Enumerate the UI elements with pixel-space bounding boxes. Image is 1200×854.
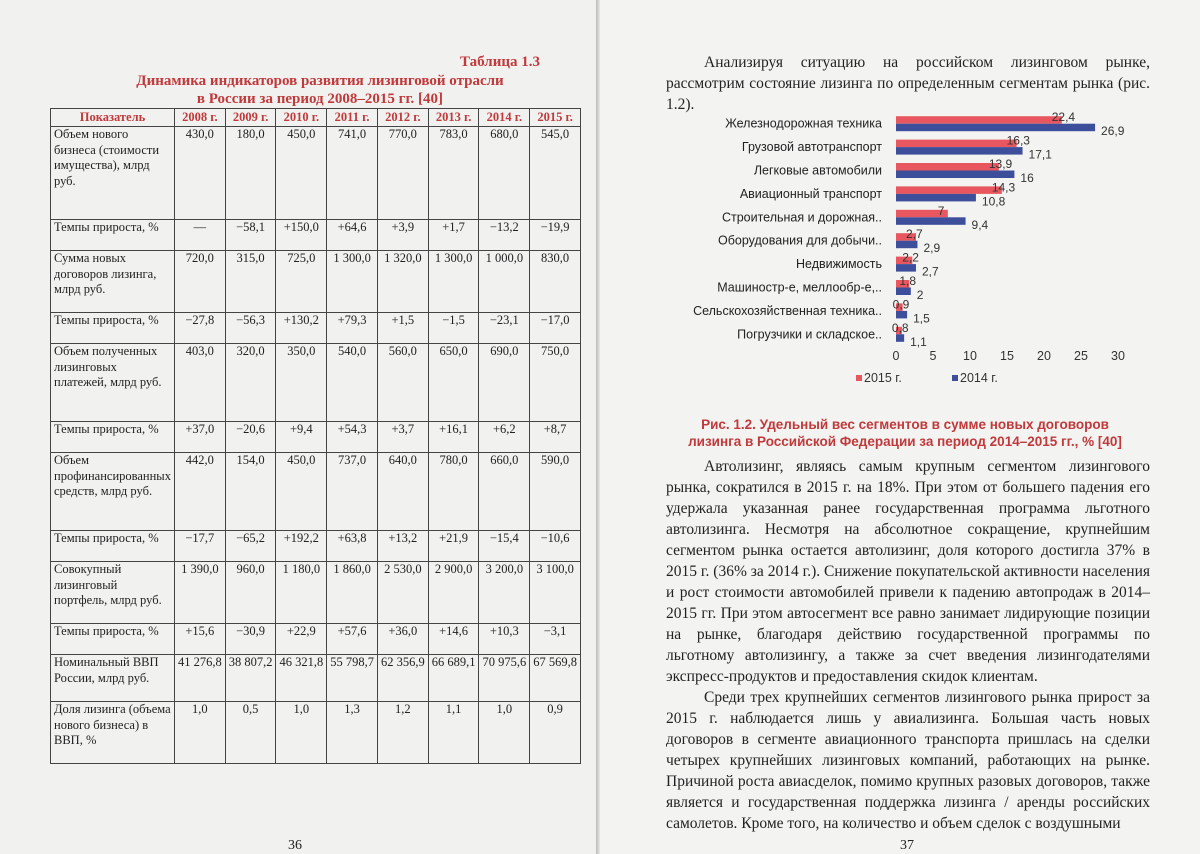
table-cell: +3,9 xyxy=(377,220,428,251)
table-cell: +3,7 xyxy=(377,422,428,453)
data-label: 2 xyxy=(916,288,924,302)
row-label: Объем нового бизнеса (стоимости имущества), млрд руб. xyxy=(51,127,175,220)
table-cell: 1,0 xyxy=(174,702,225,764)
table-cell: 725,0 xyxy=(276,251,327,313)
table-cell: +192,2 xyxy=(276,531,327,562)
column-header-year: 2009 г. xyxy=(225,109,276,127)
bar xyxy=(896,288,911,296)
table-cell: 1,0 xyxy=(479,702,530,764)
table-cell: 70 975,6 xyxy=(479,655,530,702)
table-cell: −13,2 xyxy=(479,220,530,251)
table-cell: 442,0 xyxy=(174,453,225,531)
table-row xyxy=(51,344,581,422)
bar xyxy=(896,147,1023,155)
table-cell: 1,3 xyxy=(327,702,378,764)
table-cell: +15,6 xyxy=(174,624,225,655)
bar xyxy=(896,311,907,319)
table-cell: 545,0 xyxy=(530,127,581,220)
legend-swatch xyxy=(952,375,958,381)
x-tick-label: 20 xyxy=(1037,349,1051,363)
table-cell: +150,0 xyxy=(276,220,327,251)
table-cell: 430,0 xyxy=(174,127,225,220)
table-cell: 1,0 xyxy=(276,702,327,764)
figure-caption-line1: Рис. 1.2. Удельный вес сегментов в сумме новых договоров xyxy=(701,417,1109,432)
category-label: Грузовой автотранспорт xyxy=(741,140,882,155)
table-body xyxy=(51,127,581,764)
table-row xyxy=(51,313,581,344)
bar xyxy=(896,217,966,225)
row-label: Темпы прироста, % xyxy=(51,313,175,344)
figure-caption-line2: лизинга в Российской Федерации за период 2014–2015 гг., % [40] xyxy=(688,434,1122,449)
category-label: Погрузчики и складское.. xyxy=(737,327,882,342)
data-label: 0,9 xyxy=(892,297,910,312)
table-cell: 66 689,1 xyxy=(428,655,479,702)
table-cell: 770,0 xyxy=(377,127,428,220)
bar xyxy=(896,264,916,272)
table-cell: +22,9 xyxy=(276,624,327,655)
column-header-year: 2010 г. xyxy=(276,109,327,127)
table-cell: 540,0 xyxy=(327,344,378,422)
table-cell: +1,7 xyxy=(428,220,479,251)
table-cell: +130,2 xyxy=(276,313,327,344)
table-cell: +21,9 xyxy=(428,531,479,562)
indicators-table xyxy=(50,108,581,764)
table-cell: +37,0 xyxy=(174,422,225,453)
column-header-indicator: Показатель xyxy=(51,109,175,127)
table-cell: +57,6 xyxy=(327,624,378,655)
row-label: Сумма новых договоров лизинга, млрд руб. xyxy=(51,251,175,313)
bar xyxy=(896,140,1017,148)
table-row xyxy=(51,127,581,220)
data-label: 22,4 xyxy=(1051,110,1076,125)
data-label: 14,3 xyxy=(991,180,1016,195)
data-label: 2,7 xyxy=(905,227,923,242)
table-row xyxy=(51,562,581,624)
table-row xyxy=(51,422,581,453)
table-cell: 750,0 xyxy=(530,344,581,422)
table-cell: −65,2 xyxy=(225,531,276,562)
table-cell: 783,0 xyxy=(428,127,479,220)
category-label: Строительная и дорожная.. xyxy=(721,210,882,225)
data-label: 1,8 xyxy=(899,274,917,288)
table-cell: 154,0 xyxy=(225,453,276,531)
x-tick-label: 15 xyxy=(1000,349,1014,363)
table-header-row xyxy=(51,109,581,127)
data-label: 16 xyxy=(1020,171,1034,185)
data-label: 2,2 xyxy=(902,250,919,265)
data-label: 13,9 xyxy=(988,157,1013,171)
row-label: Совокупный лизинговый портфель, млрд руб. xyxy=(51,562,175,624)
category-label: Машиностр-е, меллообр-е,.. xyxy=(717,280,882,295)
bar xyxy=(896,163,999,171)
x-tick-label: 5 xyxy=(929,349,937,363)
column-header-year: 2012 г. xyxy=(377,109,428,127)
category-label: Сельскохозяйственная техника.. xyxy=(693,303,882,318)
table-cell: 450,0 xyxy=(276,453,327,531)
table-cell: 1 300,0 xyxy=(327,251,378,313)
table-title-line2: в России за период 2008–2015 гг. [40] xyxy=(196,91,444,107)
table-cell: −30,9 xyxy=(225,624,276,655)
data-label: 2,9 xyxy=(923,241,941,256)
table-cell: 737,0 xyxy=(327,453,378,531)
table-cell: 1 180,0 xyxy=(276,562,327,624)
column-header-year: 2015 г. xyxy=(530,109,581,127)
table-cell: −20,6 xyxy=(225,422,276,453)
table-cell: 67 569,8 xyxy=(530,655,581,702)
table-cell: +1,5 xyxy=(377,313,428,344)
data-label: 9,4 xyxy=(971,217,989,232)
table-cell: 1,2 xyxy=(377,702,428,764)
data-label: 0,8 xyxy=(891,320,909,335)
table-cell: 62 356,9 xyxy=(377,655,428,702)
legend-swatch xyxy=(856,375,862,381)
table-cell: 780,0 xyxy=(428,453,479,531)
table-cell: 1 390,0 xyxy=(174,562,225,624)
table-cell: −17,7 xyxy=(174,531,225,562)
bar xyxy=(896,116,1062,124)
table-row xyxy=(51,624,581,655)
data-label: 1,5 xyxy=(913,311,930,326)
table-cell: +14,6 xyxy=(428,624,479,655)
column-header-year: 2013 г. xyxy=(428,109,479,127)
table-cell: +13,2 xyxy=(377,531,428,562)
bar xyxy=(896,334,904,342)
column-header-year: 2014 г. xyxy=(479,109,530,127)
table-cell: 741,0 xyxy=(327,127,378,220)
table-cell: 2 900,0 xyxy=(428,562,479,624)
table-cell: 830,0 xyxy=(530,251,581,313)
table-row xyxy=(51,655,581,702)
page-number-left: 36 xyxy=(288,838,302,853)
category-label: Оборудования для добычи.. xyxy=(718,233,882,248)
table-row xyxy=(51,453,581,531)
table-cell: +36,0 xyxy=(377,624,428,655)
table-row xyxy=(51,220,581,251)
data-label: 17,1 xyxy=(1028,147,1052,162)
category-label: Железнодорожная техника xyxy=(725,116,882,131)
legend-label: 2014 г. xyxy=(960,371,998,385)
segment-bar-chart xyxy=(670,100,1140,400)
data-label: 2,7 xyxy=(921,264,939,279)
legend-label: 2015 г. xyxy=(864,371,902,385)
table-cell: +54,3 xyxy=(327,422,378,453)
x-tick-label: 25 xyxy=(1074,349,1088,363)
bar xyxy=(896,241,917,249)
table-cell: −27,8 xyxy=(174,313,225,344)
category-label: Легковые автомобили xyxy=(753,163,882,178)
table-cell: +63,8 xyxy=(327,531,378,562)
table-row xyxy=(51,531,581,562)
table-cell: 650,0 xyxy=(428,344,479,422)
row-label: Темпы прироста, % xyxy=(51,422,175,453)
table-cell: 41 276,8 xyxy=(174,655,225,702)
bar xyxy=(896,186,1002,194)
table-cell: +64,6 xyxy=(327,220,378,251)
table-cell: +9,4 xyxy=(276,422,327,453)
table-cell: −19,9 xyxy=(530,220,581,251)
row-label: Объем профинансированных средств, млрд руб. xyxy=(51,453,175,531)
table-title-line1: Динамика индикаторов развития лизинговой отрасли xyxy=(136,73,504,89)
paragraph-avialeasing: Среди трех крупнейших сегментов лизингового рынка прирост за 2015 г. наблюдается лишь у авиализинга. Большая часть новых договоров в сегменте авиационного транспорта пришлась на сделки четырех крупнейших лизинговых компаний, работающих на рынке. Причиной роста авиасделок, помимо крупных разовых договоров, также является и государственная поддержка лизинга / аренды российских самолетов. Кроме того, на количество и объем сделок с воздушными xyxy=(666,689,1150,832)
table-cell: 1 300,0 xyxy=(428,251,479,313)
table-cell: −56,3 xyxy=(225,313,276,344)
row-label: Объем полученных лизинговых платежей, млрд руб. xyxy=(51,344,175,422)
page-number-right: 37 xyxy=(900,838,914,853)
table-cell: 640,0 xyxy=(377,453,428,531)
table-cell: −58,1 xyxy=(225,220,276,251)
table-cell: +10,3 xyxy=(479,624,530,655)
table-cell: 403,0 xyxy=(174,344,225,422)
x-tick-label: 0 xyxy=(892,349,900,363)
table-cell: 3 100,0 xyxy=(530,562,581,624)
row-label: Темпы прироста, % xyxy=(51,531,175,562)
row-label: Номинальный ВВП России, млрд руб. xyxy=(51,655,175,702)
row-label: Темпы прироста, % xyxy=(51,624,175,655)
paragraph-autoleasing: Автолизинг, являясь самым крупным сегментом лизингового рынка, сократился в 2015 г. на 18%. При этом от большего падения его удержала указанная ранее государственная программа льготного автолизинга. Несмотря на абсолютное сокращение, крупнейшим сегментом рынка остается автолизинг, доля которого достигла 37% в 2015 г. (36% за 2014 г.). Снижение покупательской активности населения и рост стоимости автомобилей привели к падению автопродаж в 2014–2015 гг. При этом автосегмент все равно занимает лидирующие позиции на рынке, благодаря действию государственной программы по льготному автолизингу, а также за счет введения лизингодателями экспресс-продуктов и предоставления скидок клиентам. xyxy=(666,458,1150,685)
bar xyxy=(896,171,1014,179)
table-cell: −1,5 xyxy=(428,313,479,344)
table-cell: 1 000,0 xyxy=(479,251,530,313)
table-cell: 38 807,2 xyxy=(225,655,276,702)
table-cell: 560,0 xyxy=(377,344,428,422)
table-cell: 55 798,7 xyxy=(327,655,378,702)
table-cell: +6,2 xyxy=(479,422,530,453)
bar xyxy=(896,124,1095,132)
data-label: 26,9 xyxy=(1101,124,1125,139)
x-tick-label: 30 xyxy=(1111,349,1125,363)
table-cell: 590,0 xyxy=(530,453,581,531)
table-cell: 3 200,0 xyxy=(479,562,530,624)
table-cell: 1 320,0 xyxy=(377,251,428,313)
table-cell: −17,0 xyxy=(530,313,581,344)
bar xyxy=(896,194,976,202)
row-label: Темпы прироста, % xyxy=(51,220,175,251)
table-cell: 450,0 xyxy=(276,127,327,220)
table-cell: 660,0 xyxy=(479,453,530,531)
table-cell: 960,0 xyxy=(225,562,276,624)
table-row xyxy=(51,702,581,764)
data-label: 10,8 xyxy=(981,194,1006,209)
category-label: Авиационный транспорт xyxy=(739,186,882,201)
data-label: 7 xyxy=(937,203,945,218)
body-text xyxy=(666,456,1150,834)
table-cell: 180,0 xyxy=(225,127,276,220)
table-cell: 2 530,0 xyxy=(377,562,428,624)
table-cell: 690,0 xyxy=(479,344,530,422)
table-cell: +16,1 xyxy=(428,422,479,453)
table-cell: −10,6 xyxy=(530,531,581,562)
table-cell: +8,7 xyxy=(530,422,581,453)
column-header-year: 2011 г. xyxy=(327,109,378,127)
intro-text: Анализируя ситуацию на российском лизинговом рынке, рассмотрим состояние лизинга по определенным сегментам рынка (рис. 1.2). xyxy=(666,54,1150,113)
left-page xyxy=(0,0,596,854)
table-cell: 680,0 xyxy=(479,127,530,220)
column-header-year: 2008 г. xyxy=(174,109,225,127)
table-cell: 46 321,8 xyxy=(276,655,327,702)
table-cell: 320,0 xyxy=(225,344,276,422)
table-cell: 0,5 xyxy=(225,702,276,764)
table-cell: −15,4 xyxy=(479,531,530,562)
table-cell: −3,1 xyxy=(530,624,581,655)
table-cell: 720,0 xyxy=(174,251,225,313)
table-number: Таблица 1.3 xyxy=(460,54,540,70)
table-cell: −23,1 xyxy=(479,313,530,344)
table-cell: 350,0 xyxy=(276,344,327,422)
table-cell: 315,0 xyxy=(225,251,276,313)
data-label: 16,3 xyxy=(1006,133,1030,148)
x-tick-label: 10 xyxy=(963,349,977,363)
table-row xyxy=(51,251,581,313)
table-cell: 1,1 xyxy=(428,702,479,764)
table-cell: 0,9 xyxy=(530,702,581,764)
category-label: Недвижимость xyxy=(796,257,882,272)
table-cell: — xyxy=(174,220,225,251)
table-cell: +79,3 xyxy=(327,313,378,344)
table-cell: 1 860,0 xyxy=(327,562,378,624)
row-label: Доля лизинга (объема нового бизнеса) в ВВП, % xyxy=(51,702,175,764)
data-label: 1,1 xyxy=(910,334,927,349)
